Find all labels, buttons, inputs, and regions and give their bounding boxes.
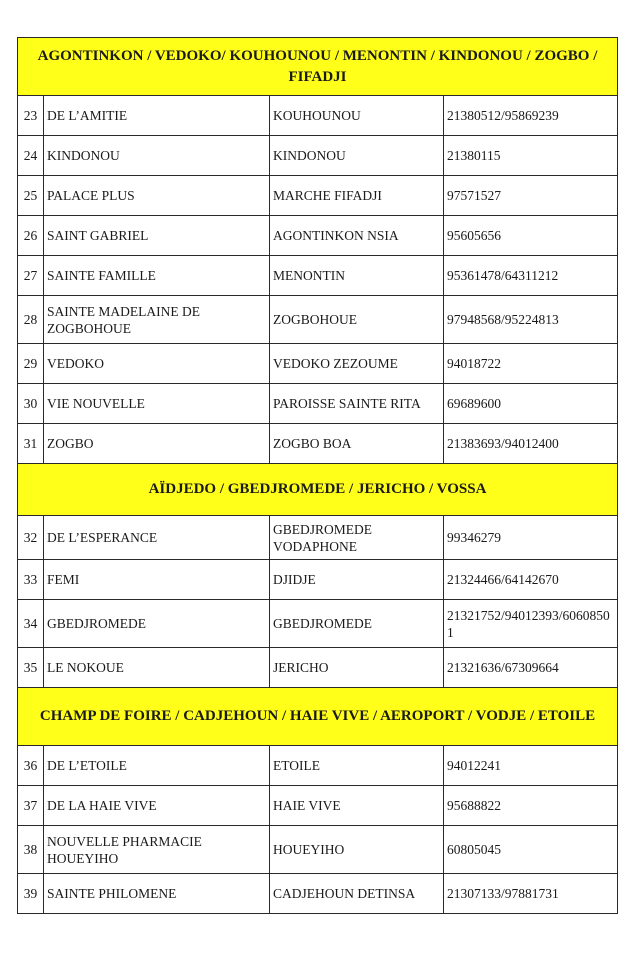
table-row bbox=[18, 516, 618, 560]
pharmacy-name: DE LA HAIE VIVE bbox=[44, 786, 270, 826]
table-row bbox=[18, 648, 618, 688]
pharmacy-phone: 21307133/97881731 bbox=[444, 874, 618, 914]
pharmacy-location: HAIE VIVE bbox=[270, 786, 444, 826]
row-number: 34 bbox=[18, 600, 44, 648]
section-header-row bbox=[18, 464, 618, 516]
row-number: 33 bbox=[18, 560, 44, 600]
pharmacy-phone: 21380512/95869239 bbox=[444, 96, 618, 136]
row-number: 31 bbox=[18, 424, 44, 464]
pharmacy-name: FEMI bbox=[44, 560, 270, 600]
row-number: 35 bbox=[18, 648, 44, 688]
section-header-row bbox=[18, 688, 618, 746]
row-number: 32 bbox=[18, 516, 44, 560]
pharmacy-location: AGONTINKON NSIA bbox=[270, 216, 444, 256]
row-number: 27 bbox=[18, 256, 44, 296]
pharmacy-name: SAINTE MADELAINE DE ZOGBOHOUE bbox=[44, 296, 270, 344]
table-row bbox=[18, 874, 618, 914]
table-row bbox=[18, 136, 618, 176]
pharmacy-phone: 94018722 bbox=[444, 344, 618, 384]
row-number: 36 bbox=[18, 746, 44, 786]
pharmacy-location: ETOILE bbox=[270, 746, 444, 786]
pharmacy-name: NOUVELLE PHARMACIE HOUEYIHO bbox=[44, 826, 270, 874]
pharmacy-phone: 21321752/94012393/60608501 bbox=[444, 600, 618, 648]
pharmacy-name: DE L’ETOILE bbox=[44, 746, 270, 786]
pharmacy-location: VEDOKO ZEZOUME bbox=[270, 344, 444, 384]
pharmacy-name: SAINTE FAMILLE bbox=[44, 256, 270, 296]
row-number: 28 bbox=[18, 296, 44, 344]
pharmacy-location: CADJEHOUN DETINSA bbox=[270, 874, 444, 914]
row-number: 23 bbox=[18, 96, 44, 136]
row-number: 24 bbox=[18, 136, 44, 176]
section-title: CHAMP DE FOIRE / CADJEHOUN / HAIE VIVE / AEROPORT / VODJE / ETOILE bbox=[18, 688, 618, 746]
table-row bbox=[18, 424, 618, 464]
table-row bbox=[18, 344, 618, 384]
pharmacy-location: KINDONOU bbox=[270, 136, 444, 176]
pharmacy-phone: 21383693/94012400 bbox=[444, 424, 618, 464]
section-title: AGONTINKON / VEDOKO/ KOUHOUNOU / MENONTIN / KINDONOU / ZOGBO / FIFADJI bbox=[18, 38, 618, 96]
table-row bbox=[18, 176, 618, 216]
table-row bbox=[18, 746, 618, 786]
pharmacy-location: HOUEYIHO bbox=[270, 826, 444, 874]
row-number: 39 bbox=[18, 874, 44, 914]
table-row bbox=[18, 96, 618, 136]
pharmacy-phone: 95361478/64311212 bbox=[444, 256, 618, 296]
row-number: 25 bbox=[18, 176, 44, 216]
pharmacy-phone: 97571527 bbox=[444, 176, 618, 216]
pharmacy-location: KOUHOUNOU bbox=[270, 96, 444, 136]
pharmacy-name: VEDOKO bbox=[44, 344, 270, 384]
pharmacy-name: DE L’AMITIE bbox=[44, 96, 270, 136]
pharmacy-location: JERICHO bbox=[270, 648, 444, 688]
pharmacy-phone: 21321636/67309664 bbox=[444, 648, 618, 688]
table-row bbox=[18, 256, 618, 296]
pharmacy-phone: 69689600 bbox=[444, 384, 618, 424]
row-number: 30 bbox=[18, 384, 44, 424]
pharmacy-phone: 60805045 bbox=[444, 826, 618, 874]
pharmacy-location: GBEDJROMEDE bbox=[270, 600, 444, 648]
pharmacy-name: KINDONOU bbox=[44, 136, 270, 176]
section-title: AÏDJEDO / GBEDJROMEDE / JERICHO / VOSSA bbox=[18, 464, 618, 516]
pharmacy-name: SAINTE PHILOMENE bbox=[44, 874, 270, 914]
pharmacy-location: MARCHE FIFADJI bbox=[270, 176, 444, 216]
pharmacy-location: GBEDJROMEDE VODAPHONE bbox=[270, 516, 444, 560]
row-number: 37 bbox=[18, 786, 44, 826]
row-number: 29 bbox=[18, 344, 44, 384]
table-row bbox=[18, 216, 618, 256]
pharmacy-phone: 94012241 bbox=[444, 746, 618, 786]
table-row bbox=[18, 560, 618, 600]
pharmacy-name: DE L’ESPERANCE bbox=[44, 516, 270, 560]
table-row bbox=[18, 296, 618, 344]
pharmacy-location: ZOGBOHOUE bbox=[270, 296, 444, 344]
pharmacy-location: DJIDJE bbox=[270, 560, 444, 600]
pharmacy-phone: 95688822 bbox=[444, 786, 618, 826]
pharmacy-phone: 21324466/64142670 bbox=[444, 560, 618, 600]
pharmacy-location: ZOGBO BOA bbox=[270, 424, 444, 464]
pharmacy-name: VIE NOUVELLE bbox=[44, 384, 270, 424]
row-number: 26 bbox=[18, 216, 44, 256]
table-row bbox=[18, 826, 618, 874]
pharmacy-phone: 97948568/95224813 bbox=[444, 296, 618, 344]
pharmacy-table bbox=[17, 37, 618, 914]
table-row bbox=[18, 600, 618, 648]
pharmacy-name: PALACE PLUS bbox=[44, 176, 270, 216]
pharmacy-location: MENONTIN bbox=[270, 256, 444, 296]
pharmacy-name: ZOGBO bbox=[44, 424, 270, 464]
pharmacy-phone: 21380115 bbox=[444, 136, 618, 176]
pharmacy-name: GBEDJROMEDE bbox=[44, 600, 270, 648]
table-row bbox=[18, 384, 618, 424]
pharmacy-name: SAINT GABRIEL bbox=[44, 216, 270, 256]
pharmacy-phone: 95605656 bbox=[444, 216, 618, 256]
section-header-row bbox=[18, 38, 618, 96]
table-row bbox=[18, 786, 618, 826]
pharmacy-name: LE NOKOUE bbox=[44, 648, 270, 688]
pharmacy-phone: 99346279 bbox=[444, 516, 618, 560]
pharmacy-location: PAROISSE SAINTE RITA bbox=[270, 384, 444, 424]
row-number: 38 bbox=[18, 826, 44, 874]
